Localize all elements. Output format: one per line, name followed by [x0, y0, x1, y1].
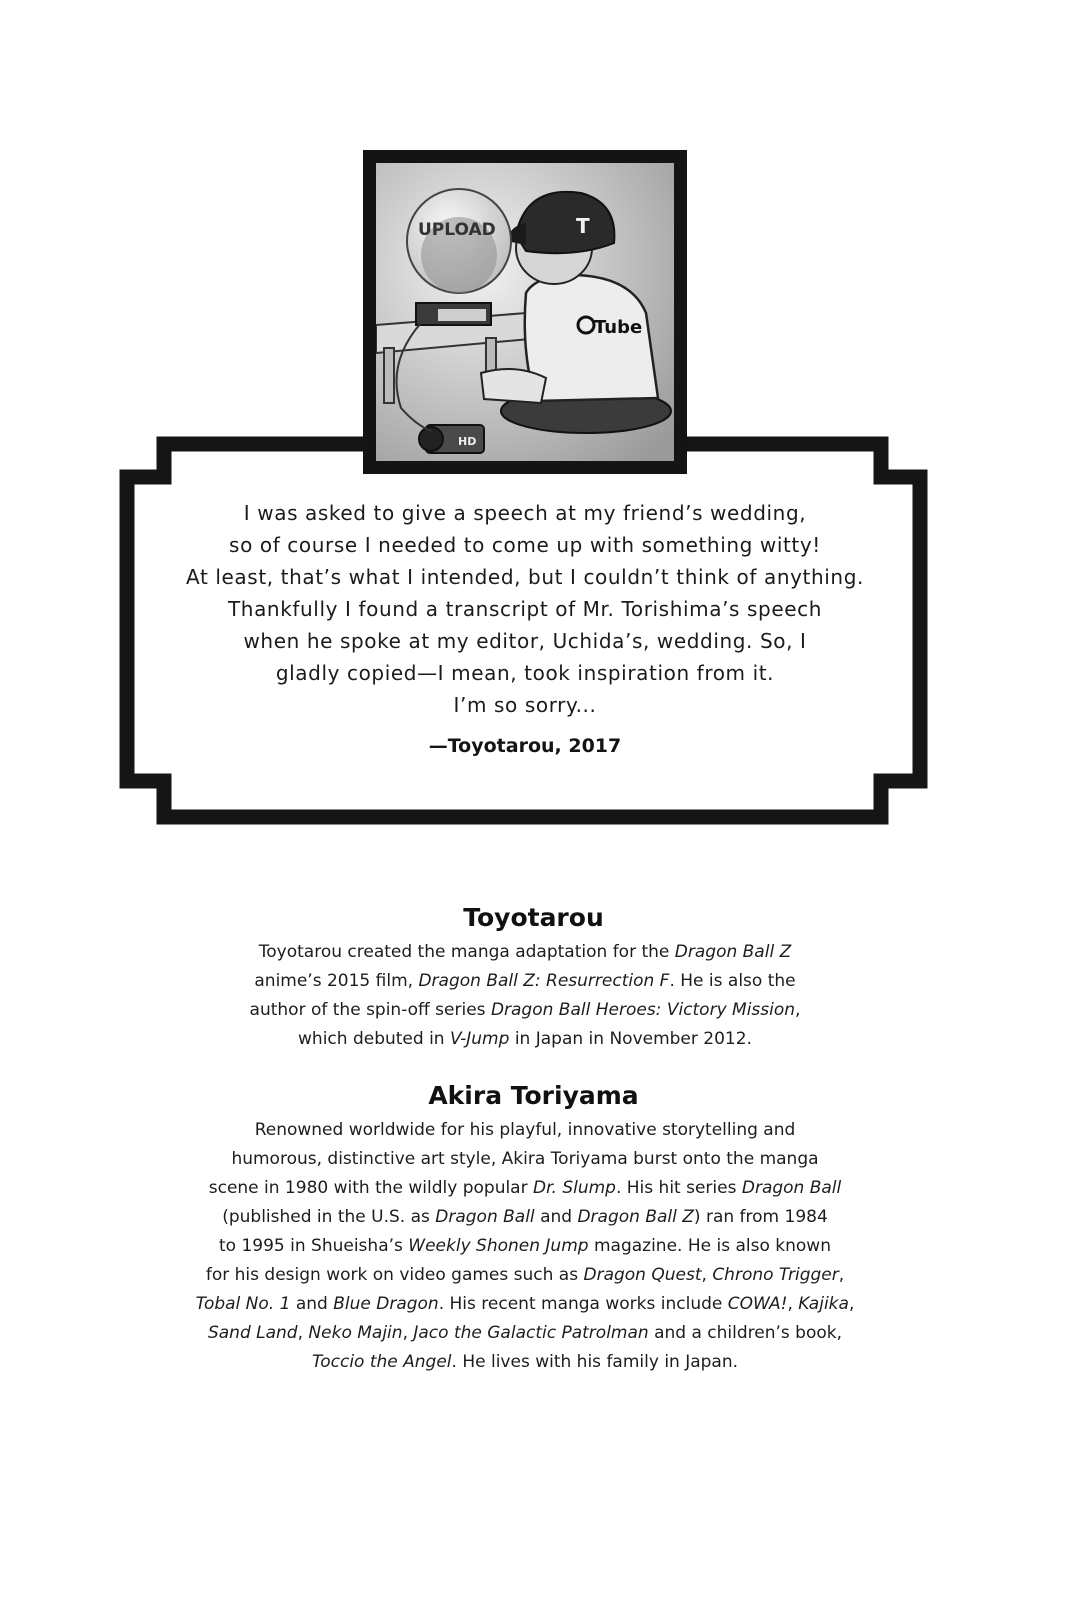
bio-line [130, 1348, 920, 1377]
bio-text: to 1995 in Shueisha’s [219, 1236, 409, 1256]
bio-text: and [534, 1207, 578, 1227]
bio-text: . He is also the [669, 971, 796, 991]
bio-text: , [787, 1294, 799, 1314]
quote-line: so of course I needed to come up with something witty! [229, 533, 821, 557]
quote-line: At least, that’s what I intended, but I couldn’t think of anything. [186, 565, 864, 589]
italic-title: Sand Land [207, 1323, 298, 1343]
bio-text: , [402, 1323, 414, 1343]
bio-line [130, 1025, 920, 1054]
quote-line: I was asked to give a speech at my friend’s wedding, [243, 501, 807, 525]
bio-line [130, 1145, 920, 1174]
bio-text: , [838, 1265, 845, 1285]
bio-text: . His recent manga works include [438, 1294, 728, 1314]
cap-letter: T [576, 214, 590, 238]
bio-text: , [795, 1000, 801, 1020]
shirt-logo-text: Tube [594, 317, 643, 338]
italic-title: Blue Dragon [333, 1294, 439, 1314]
italic-title: Toccio the Angel [311, 1352, 452, 1372]
quote-line: when he spoke at my editor, Uchida’s, wedding. So, I [243, 629, 807, 653]
quote-body [170, 497, 880, 721]
bio-text: Toyotarou created the manga adaptation for the [258, 942, 675, 962]
camera-label: HD [458, 435, 477, 448]
italic-title: Dragon Ball Z [577, 1207, 694, 1227]
italic-title: Dragon Ball Heroes: Victory Mission [490, 1000, 796, 1020]
bio-text: Renowned worldwide for his playful, innovative storytelling and [254, 1120, 796, 1140]
bio-title-akira-toriyama: Akira Toriyama [428, 1081, 639, 1110]
bio-text: and [290, 1294, 334, 1314]
quote-line: I’m so sorry... [453, 693, 597, 717]
bio-text: . His hit series [615, 1178, 742, 1198]
bio-text: humorous, distinctive art style, Akira Toriyama burst onto the manga [231, 1149, 819, 1169]
bio-body-akira-toriyama [130, 1116, 920, 1377]
italic-title: Dragon Ball Z: Resurrection F [418, 971, 670, 991]
italic-title: Tobal No. 1 [195, 1294, 291, 1314]
italic-title: V-Jump [449, 1029, 510, 1049]
italic-title: Kajika [798, 1294, 849, 1314]
italic-title: Dr. Slump [533, 1178, 616, 1198]
author-illustration [363, 150, 687, 474]
italic-title: Jaco the Galactic Patrolman [413, 1323, 649, 1343]
italic-title: Chrono Trigger [712, 1265, 839, 1285]
bio-text: author of the spin-off series [249, 1000, 491, 1020]
bio-line [130, 1203, 920, 1232]
bio-line [130, 1290, 920, 1319]
bio-text: magazine. He is also known [588, 1236, 831, 1256]
bio-text: which debuted in [298, 1029, 450, 1049]
bio-text: in Japan in November 2012. [509, 1029, 752, 1049]
italic-title: COWA! [727, 1294, 788, 1314]
quote-line: Thankfully I found a transcript of Mr. Torishima’s speech [227, 597, 822, 621]
bio-text: , [848, 1294, 855, 1314]
bio-line [130, 996, 920, 1025]
bio-text: , [701, 1265, 713, 1285]
bio-line [130, 1319, 920, 1348]
italic-title: Neko Majin [308, 1323, 403, 1343]
bio-body-toyotarou [130, 938, 920, 1054]
bio-text: for his design work on video games such as [205, 1265, 584, 1285]
italic-title: Dragon Quest [583, 1265, 702, 1285]
bio-title-toyotarou: Toyotarou [463, 903, 604, 932]
bio-text: ) ran from 1984 [693, 1207, 828, 1227]
bio-text: and a children’s book, [648, 1323, 843, 1343]
bio-line [130, 1116, 920, 1145]
quote-signature: —Toyotarou, 2017 [428, 735, 622, 757]
italic-title: Dragon Ball [741, 1178, 842, 1198]
bio-text: (published in the U.S. as [222, 1207, 436, 1227]
bio-text: anime’s 2015 film, [254, 971, 419, 991]
bubble-text: UPLOAD [418, 220, 496, 240]
bio-text: scene in 1980 with the wildly popular [208, 1178, 533, 1198]
bio-line [130, 1174, 920, 1203]
quote-line: gladly copied—I mean, took inspiration from it. [275, 661, 775, 685]
italic-title: Weekly Shonen Jump [408, 1236, 589, 1256]
bio-line [130, 967, 920, 996]
italic-title: Dragon Ball [435, 1207, 535, 1227]
bio-text: . He lives with his family in Japan. [451, 1352, 739, 1372]
bio-line [130, 1232, 920, 1261]
italic-title: Dragon Ball Z [674, 942, 792, 962]
bio-line [130, 938, 920, 967]
bio-line [130, 1261, 920, 1290]
bio-text: , [297, 1323, 309, 1343]
